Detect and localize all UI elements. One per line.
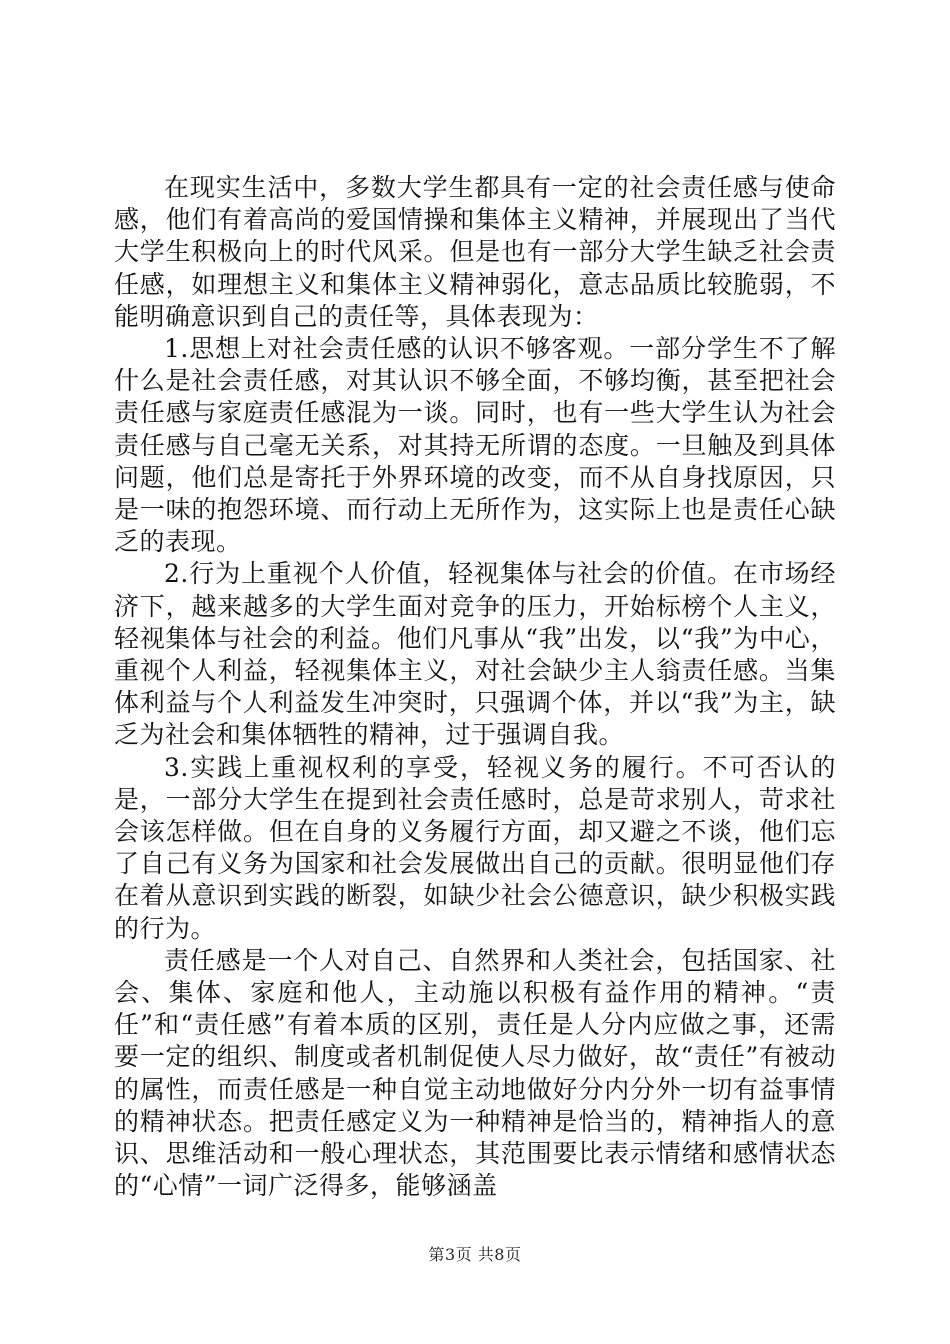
paragraph-point-3: 3.实践上重视权利的享受，轻视义务的履行。不可否认的是，一部分大学生在提到社会责任感时，总是苛求别人，苛求社会该怎样做。但在自身的义务履行方面，却又避之不谈，他们忘了自己有义务为国家和社会发展做出自己的贡献。很明显他们存在着从意识到实践的断裂，如缺少社会公德意识，缺少积极实践的行为。 [114,752,836,943]
page-number: 第3页 共8页 [428,1245,522,1264]
document-body [114,172,836,1203]
paragraph-point-1: 1.思想上对社会责任感的认识不够客观。一部分学生不了解什么是社会责任感，对其认识不够全面，不够均衡，甚至把社会责任感与家庭责任感混为一谈。同时，也有一些大学生认为社会责任感与自己毫无关系，对其持无所谓的态度。一旦触及到具体问题，他们总是寄托于外界环境的改变，而不从自身找原因，只是一味的抱怨环境、而行动上无所作为，这实际上也是责任心缺乏的表现。 [114,334,836,557]
paragraph-point-2: 2.行为上重视个人价值，轻视集体与社会的价值。在市场经济下，越来越多的大学生面对竞争的压力，开始标榜个人主义，轻视集体与社会的利益。他们凡事从“我”出发，以“我”为中心，重视个人利益，轻视集体主义，对社会缺少主人翁责任感。当集体利益与个人利益发生冲突时，只强调个体，并以“我”为主，缺乏为社会和集体牺牲的精神，过于强调自我。 [114,559,836,750]
paragraph-definition: 责任感是一个人对自己、自然界和人类社会，包括国家、社会、集体、家庭和他人，主动施以积极有益作用的精神。“责任”和“责任感”有着本质的区别，责任是人分内应做之事，还需要一定的组织、制度或者机制促使人尽力做好，故“责任”有被动的属性，而责任感是一种自觉主动地做好分内分外一切有益事情的精神状态。把责任感定义为一种精神是恰当的，精神指人的意识、思维活动和一般心理状态，其范围要比表示情绪和感情状态的“心情”一词广泛得多，能够涵盖 [114,945,836,1201]
paragraph-intro: 在现实生活中，多数大学生都具有一定的社会责任感与使命感，他们有着高尚的爱国情操和集体主义精神，并展现出了当代大学生积极向上的时代风采。但是也有一部分大学生缺乏社会责任感，如理想主义和集体主义精神弱化，意志品质比较脆弱，不能明确意识到自己的责任等，具体表现为： [114,173,836,331]
